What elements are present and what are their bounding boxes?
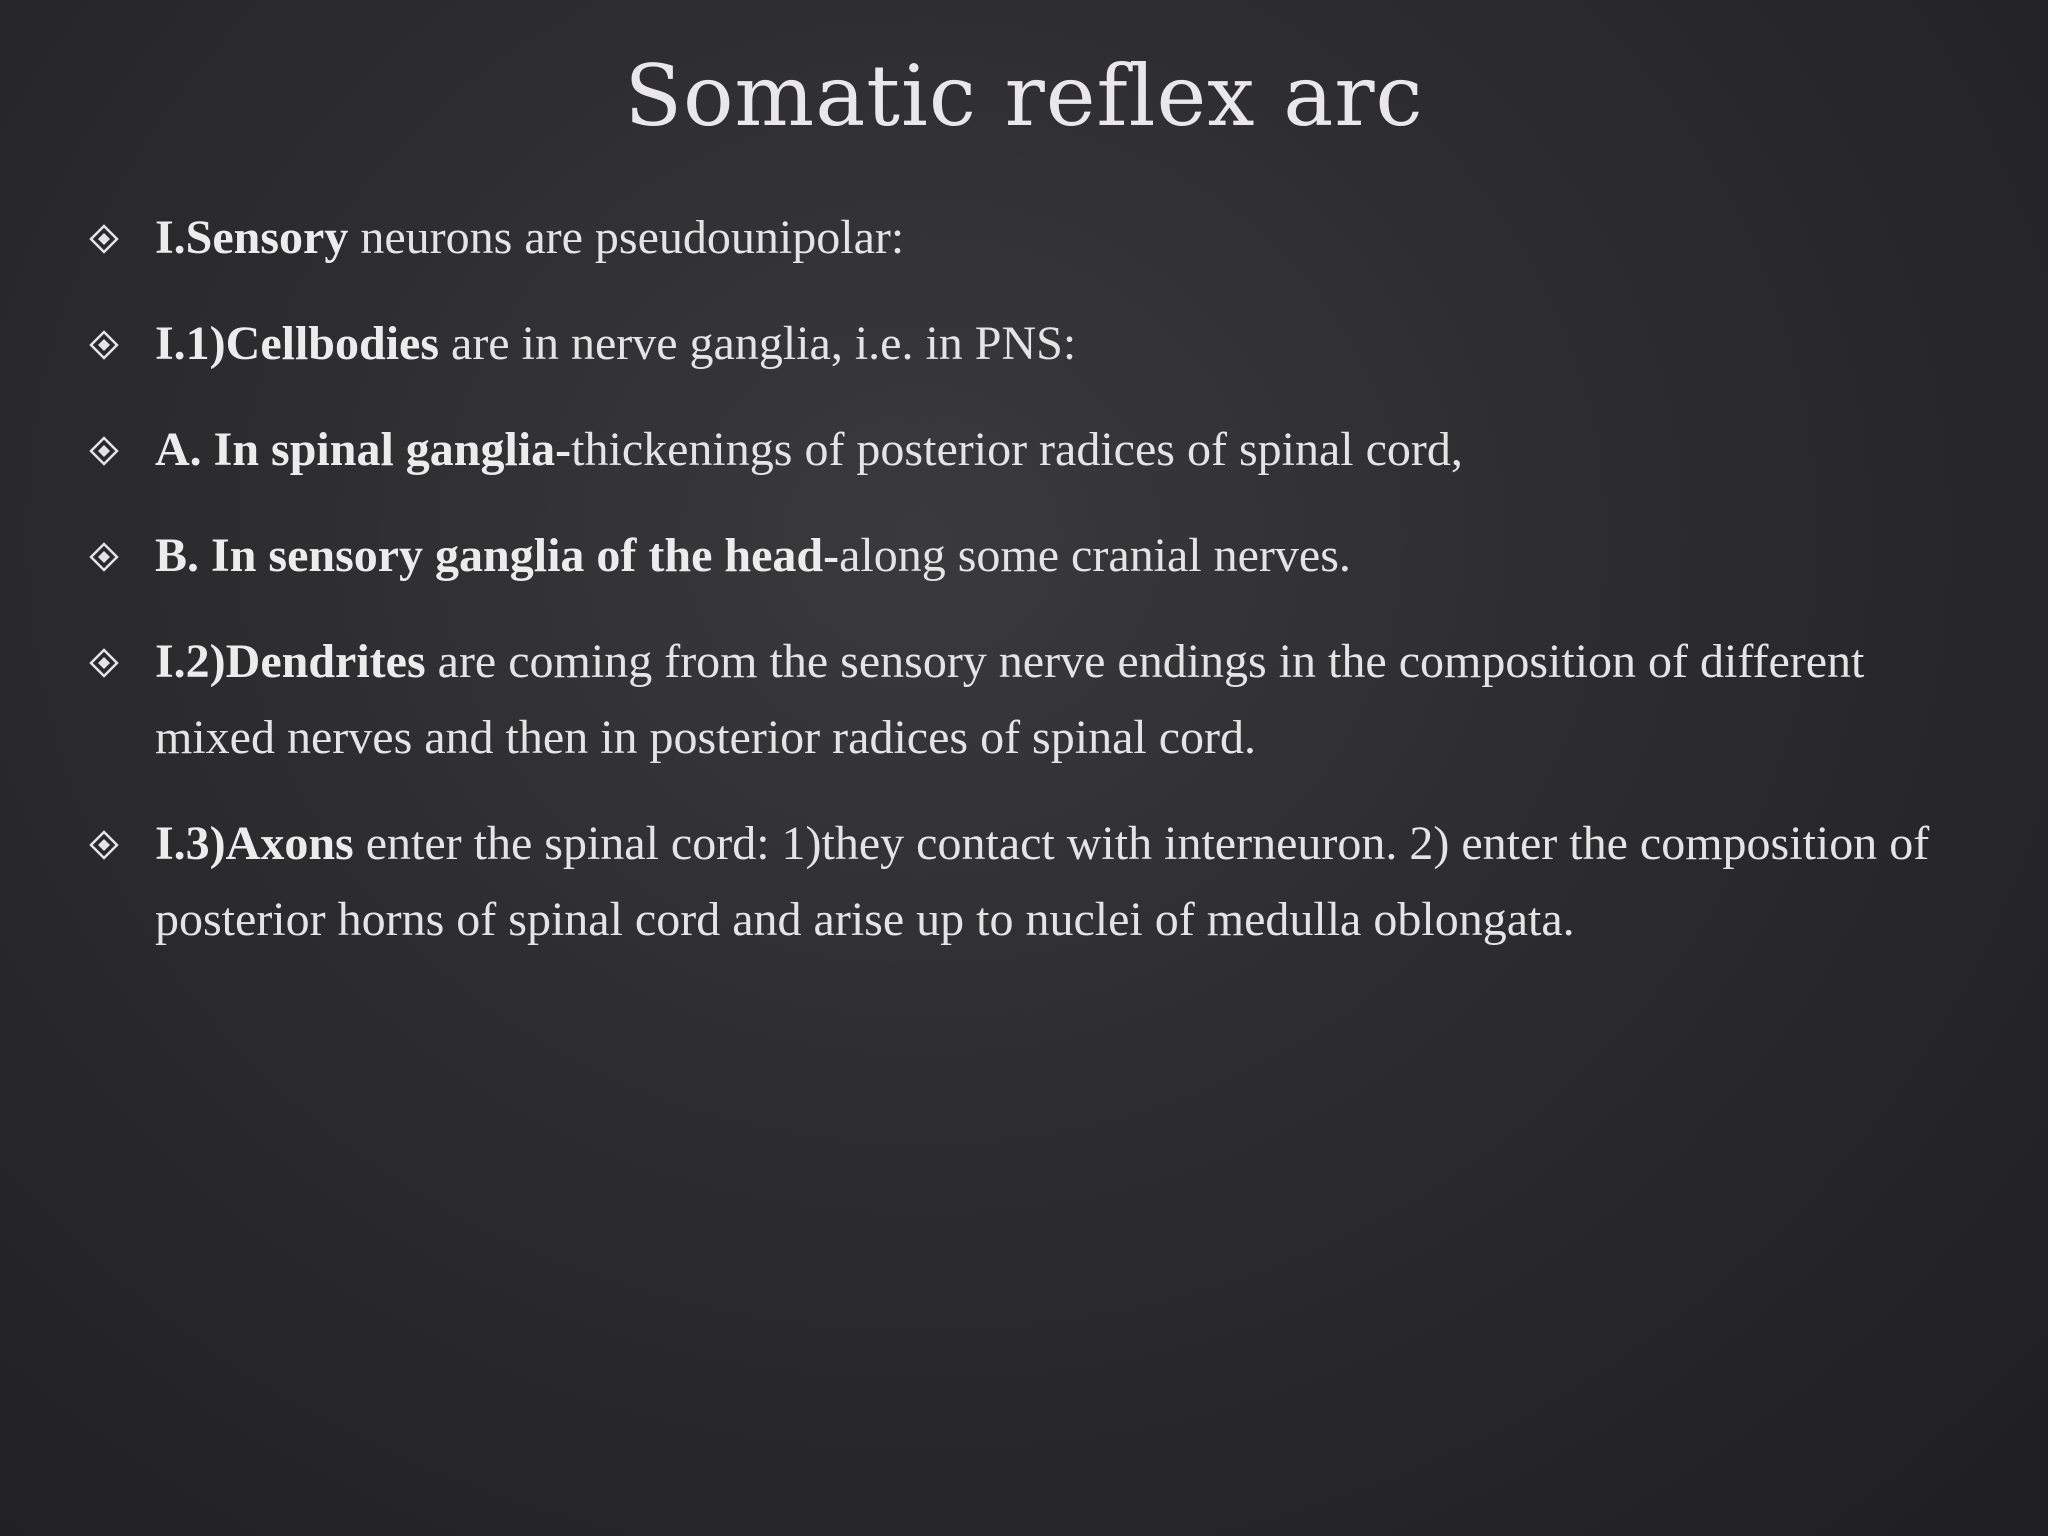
bullet-item — [85, 518, 1985, 594]
bullet-bold-text: B. In sensory ganglia of the head- — [155, 529, 840, 582]
bullet-text: along some cranial nerves. — [839, 529, 1351, 582]
bullet-item — [85, 200, 1985, 276]
bullet-text: neurons are pseudounipolar: — [348, 211, 905, 264]
bullet-bold-text: I.2)Dendrites — [155, 635, 426, 688]
bullet-list — [85, 200, 1985, 988]
bullet-item — [85, 306, 1985, 382]
bullet-text: are in nerve ganglia, i.e. in PNS: — [439, 317, 1077, 370]
diamond-bullet-icon — [89, 648, 119, 678]
slide-title: Somatic reflex arc — [624, 47, 1424, 145]
diamond-bullet-icon — [89, 224, 119, 254]
bullet-item — [85, 624, 1985, 776]
diamond-bullet-icon — [89, 542, 119, 572]
bullet-bold-text: I.1)Cellbodies — [155, 317, 440, 370]
diamond-bullet-icon — [89, 830, 119, 860]
bullet-text: are coming from the sensory nerve endings in the composition of different mixed nerves and then in posterior radices of spinal cord. — [155, 635, 1865, 764]
bullet-bold-text: I.Sensory — [155, 211, 349, 264]
diamond-bullet-icon — [89, 330, 119, 360]
bullet-bold-text: A. In spinal ganglia- — [155, 423, 572, 476]
diamond-bullet-icon — [89, 436, 119, 466]
bullet-bold-text: I.3)Axons — [155, 817, 354, 870]
bullet-text: enter the spinal cord: 1)they contact with interneuron. 2) enter the composition of posterior horns of spinal cord and arise up to nuclei of medulla oblongata. — [155, 817, 1930, 946]
bullet-text: thickenings of posterior radices of spinal cord, — [571, 423, 1463, 476]
bullet-item — [85, 806, 1985, 958]
bullet-item — [85, 412, 1985, 488]
